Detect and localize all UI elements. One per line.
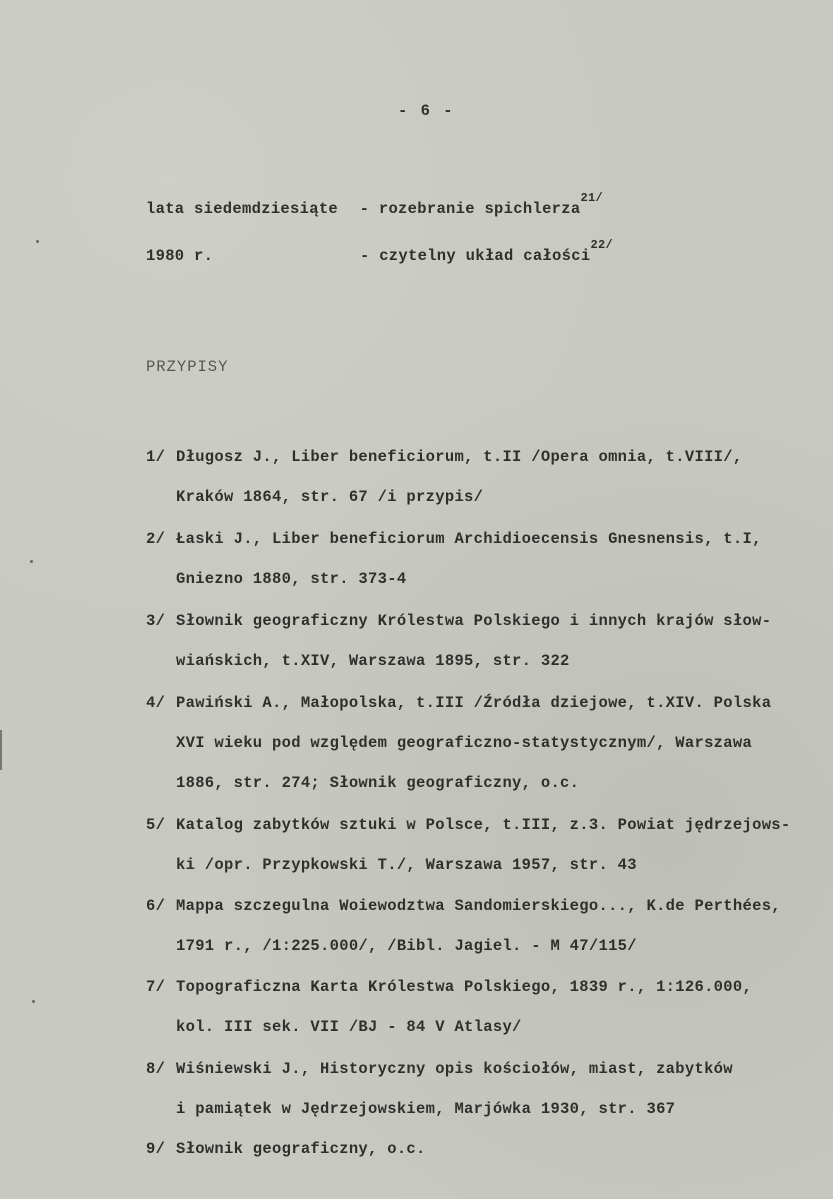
- footnote-reference: 21/: [580, 191, 603, 205]
- page-number: - 6 -: [398, 102, 455, 120]
- footnote-number: 9/: [146, 1140, 166, 1158]
- footnote-line: 1791 r., /1:225.000/, /Bibl. Jagiel. - M 47/115/: [176, 937, 637, 955]
- scan-edge-mark: [0, 730, 2, 770]
- footnote-number: 7/: [146, 978, 166, 996]
- scan-speck: [36, 240, 39, 243]
- timeline-event: - rozebranie spichlerza: [359, 200, 581, 218]
- footnote-number: 4/: [146, 694, 166, 712]
- timeline-entry: [146, 191, 603, 218]
- scan-speck: [32, 1000, 35, 1003]
- footnote-reference: 22/: [590, 238, 613, 252]
- footnote-line: 2/ Łaski J., Liber beneficiorum Archidioecensis Gnesnensis, t.I,: [146, 530, 762, 548]
- footnote-line: i pamiątek w Jędrzejowskiem, Marjówka 1930, str. 367: [176, 1100, 676, 1118]
- footnote-line: 1/ Długosz J., Liber beneficiorum, t.II /Opera omnia, t.VIII/,: [146, 448, 743, 466]
- timeline-period: lata siedemdziesiąte: [146, 200, 339, 218]
- footnote-line: 7/ Topograficzna Karta Królestwa Polskiego, 1839 r., 1:126.000,: [146, 978, 753, 996]
- footnote-line: XVI wieku pod względem geograficzno-statystycznym/, Warszawa: [176, 734, 753, 752]
- footnote-number: 5/: [146, 816, 166, 834]
- timeline-entry: [146, 238, 613, 265]
- footnote-number: 3/: [146, 612, 166, 630]
- footnote-line: wiańskich, t.XIV, Warszawa 1895, str. 322: [176, 652, 570, 670]
- timeline-period: 1980 r.: [146, 247, 214, 265]
- footnote-line: 4/ Pawiński A., Małopolska, t.III /Źródła dziejowe, t.XIV. Polska: [146, 694, 772, 712]
- footnote-line: Kraków 1864, str. 67 /i przypis/: [176, 488, 484, 506]
- footnote-line: kol. III sek. VII /BJ - 84 V Atlasy/: [176, 1018, 522, 1036]
- footnote-line: ki /opr. Przypkowski T./, Warszawa 1957, str. 43: [176, 856, 637, 874]
- footnote-line: 3/ Słownik geograficzny Królestwa Polskiego i innych krajów słow-: [146, 612, 772, 630]
- footnote-line: Gniezno 1880, str. 373-4: [176, 570, 407, 588]
- footnote-line: 6/ Mappa szczegulna Woiewodztwa Sandomierskiego..., K.de Perthées,: [146, 897, 781, 915]
- footnote-number: 6/: [146, 897, 166, 915]
- timeline-event: - czytelny układ całości: [360, 247, 591, 265]
- footnote-number: 1/: [146, 448, 166, 466]
- footnote-line: 5/ Katalog zabytków sztuki w Polsce, t.III, z.3. Powiat jędrzejows-: [146, 816, 791, 834]
- footnote-line: 8/ Wiśniewski J., Historyczny opis kościołów, miast, zabytków: [146, 1060, 733, 1078]
- footnote-number: 2/: [146, 530, 166, 548]
- scan-speck: [30, 560, 33, 563]
- footnote-number: 8/: [146, 1060, 166, 1078]
- footnote-line: 9/ Słownik geograficzny, o.c.: [146, 1140, 426, 1158]
- footnotes-heading: PRZYPISY: [146, 358, 229, 376]
- footnote-line: 1886, str. 274; Słownik geograficzny, o.c.: [176, 774, 580, 792]
